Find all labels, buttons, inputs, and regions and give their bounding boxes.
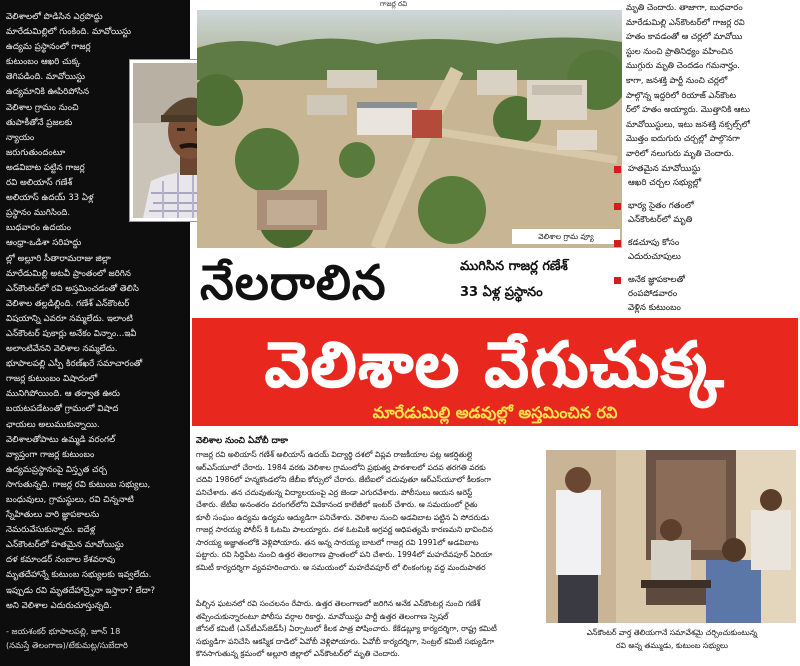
headline-subtitle: మారేడుమిల్లి అడవుల్లో అస్తమించిన రవి <box>372 403 618 422</box>
headline-title: వెలిశాల వేగుచుక్క <box>264 328 726 401</box>
article-body: గాజర్ల రవి అలియాస్ గణేశ్ అలియాస్ ఉదయ్ విద్యార్థి దశలో విప్లవ రాజకీయాల పట్ల ఆకర్షితుల్లై ఆర్‌ఎస్‌యూలో చేరారు. 1984 వరకు వెలిశాల గ్రామంలోని ప్రభుత్వ పాఠశాలలో పదవ తరగతి వరకు చదివి 1986లో హన్మకొండలోని జేబీఐ కోర్సులో చేరారు. జేటీఐలో చదువుతూ ఆర్‌ఎస్‌యూలో కీలకంగా పనిచేశారు. తన చదువుతున్న విద్యాలయంపై ఎర్ర జెండా ఎగురవేశారు. పోలీసులు ఆయన అరెస్ట్ చేశారు. జేటీఐ అనంతరం వరంగల్‌లోని వివేకానంద కాలేజీలో ఇంటర్ చేశారు. ఆ సమయంలో రైతు కూలీ సంఘం ఉద్యమ ఉద్యమ ఆద్యుడిగా పనిచేశారు. వెలిశాల నుంచి అడవిబాట పట్టిన ఏ సోదరుడు గాజర్ల సారయ్య పోలీస్ కి ఓటమి పాలయ్యారు. దళ ఓటమికి అగ్రవర్ణ ఆధిపత్యమే కారణమని భావించిన సారయ్య అజ్ఞాతంలోకి వెళ్లిపోయారు. తన అన్న సారయ్య బాటలో గాజర్ల రవి 1991లో అడవిబాట పట్టారు. రవి సిద్దిపేట నుంచి ఉత్తర తెలంగాణ ప్రాంతంలో పని చేశారు. 1994లో మహదేవపూర్ ఏరియా కమిటీ కార్యదర్శిగా వ్యవహరించారు. ఆ సమయంలో మహదేవపూర్ లో లింకంగుల్ల వద్ద మందుపాతర <box>196 450 493 572</box>
headline-side-note: ముగిసిన గాజర్ల గణేశ్ 33 ఏళ్ల ప్రస్థానం <box>460 259 568 300</box>
highlight-item: అనేక జ్ఞాపకాలతో రంపపోడవారం వెళ్లిన కుటుంబం <box>614 273 798 315</box>
family-photo <box>546 450 796 623</box>
headline-kicker: నేలరాలిన <box>200 255 387 311</box>
article-body-continued: పేల్చిన ఘటనలో రవి సంచలనం రేపారు. ఉత్తర తెలంగాణలో జరిగిన అనేక ఎన్‌కౌంటర్ల నుంచి గణేశ్ తప్పించుకున్నారంటూ పోలీసు వర్గాల రికార్డు. మావోయిస్టు పార్టీ ఉత్తర తెలంగాణ స్పెషల్ జోనల్ కమిటీ (ఎన్‌టీఎస్‌జెడ్‌సీ) ఏర్పాటులో కీలక పాత్ర పోషించారు. కేకేడబ్ల్యూ కార్యదర్శిగా, రాష్ట్ర కమిటీ సభ్యుడిగా పనిచేసి ఆకస్మిక దాడిలో ఏవోబీ వెళ్లిపోయారు. ఏవోబీ కార్యదర్శిగా, సెంట్రల్ కమిటీ సభ్యుడిగా కొనసాగుతున్న క్రమంలో అల్లూరి జిల్లాలో ఎన్‌కౌంటర్‌లో మృతి చెందారు. <box>196 599 497 658</box>
highlights-list <box>614 162 798 324</box>
highlight-item: కడచూపు కోసం ఎదురుచూపులు <box>614 236 798 264</box>
top-photo-caption: గాజర్ల రవి <box>380 0 408 8</box>
article-dateline: వెలిశాల నుంచి ఏవోబీ దాకా <box>196 436 288 446</box>
family-photo-caption: ఎన్‌కౌంటర్ వార్త తెలియగానే సమావేశమై చర్చించుకుంటున్న రవి అన్న తమ్ముడు, కుటుంబ సభ్యులు <box>586 628 758 650</box>
highlight-item: హతమైన మావోయిస్టు ఆఖరి చర్చల సభ్యుల్లో <box>614 162 798 190</box>
village-photo-caption: వెలిశాల గ్రామ వ్యూ <box>512 229 620 244</box>
right-column-text: మృతి చెందారు. తాజాగా, బుధవారం మారేడుమిల్లి ఎన్‌కౌంటర్‌లో గాజర్ల రవి హతం కావడంతో ఆ చర్లలో మావోయి స్టుల నుంచి ప్రాతినిధ్యం వహించిన ముగ్గురు మృతి చెందడం గమనార్హం. కాగా, జనశక్తి పార్టీ నుంచి చర్లలో పాల్గొన్న ఇద్దరిలో రియాజ్ ఎన్‌కౌంట ర్‌లో హతం అయ్యారు. మొత్తానికి ఆటు మావోయిస్టులు, ఇటు జనశక్తి నక్సల్స్‌లో మొత్తం ఐదుగురు చర్చల్లో పాల్గొనగా వారిలో నలుగురు మృతి చెందారు. <box>626 2 750 158</box>
highlight-item: భార్య సైతం గతంలో ఎన్‌కౌంటర్‌లో మృతి <box>614 199 798 227</box>
left-column-signature: - జయశంకర్ భూపాలపల్లి, జూన్ 18 (నమస్తే తెలంగాణ)/టేకుమట్ల/సుబేదారి <box>6 626 128 650</box>
left-column-text: వెలిశాలలో పొడిసిన ఎర్రపొద్దు మారేడుమిల్లిలో గుంకింది. మావోయిస్టు ఉద్యమ ప్రస్థానంలో గాజర్ల కుటుంబం ఆఖరి చుక్క తెగిపడింది. మావోయిస్టు ఉద్యమానికి ఊపిరిపోసిన వెలిశాల గ్రామం నుంచి తుపాకీతోనే ప్రజలకు న్యాయం జరుగుతుందంటూ అడవిబాట పట్టిన గాజర్ల రవి అలియాస్ గణేశ్ అలియాస్ ఉదయ్ 33 ఏళ్ల ప్రస్థానం ముగిసింది. బుధవారం ఉదయం ఆంధ్రా-ఒడిశా సరిహద్దు ల్లో అల్లూరి సీతారామరాజు జిల్లా మారేడుమిల్లి అటవీ ప్రాంతంలో జరిగిన ఎన్‌కౌంటర్‌లో రవి అస్తమించడంతో తెలిసి వెలిశాల తల్లడిల్లింది. గణేశ్ ఎన్‌కౌంటర్ విషయాన్ని ఎవరూ నమ్మలేదు. ఇలాంటి ఎన్‌కౌంటర్ పుకార్లు అనేకం విన్నాం...ఇవీ అలాంటివేనని వెలిశాల నమ్మలేదు. భూపాలపల్లి ఎస్పీ కిరణ్‌ఖరే సమాచారంతో గాజర్ల కుటుంబం విషాదంలో మునిగిపోయింది. ఆ తర్వాత ఊరు బయటపడేటంతో గ్రామంలో విషాద ఛాయలు అలుముకున్నాయి. వెలిశాలతోపాటు ఉమ్మడి వరంగల్ వ్యాప్తంగా గాజర్ల కుటుంబం ఉద్యమప్రస్థానంపై విస్తృత చర్చ సాగుతున్నది. గాజర్ల రవి కుటుంబ సభ్యులు, బంధువులు, గ్రామస్థులు, రవి చిన్ననాటి స్నేహితులు వారి జ్ఞాపకాలను నెమరువేసుకున్నారు. ఐదేళ్ల ఎన్‌కౌంటర్‌లో హతమైన మావోయిస్టు దళ కమాండర్ నంబాల కేశవరావు మృతదేహాన్నే కుటుంబ సభ్యులకు ఇవ్వలేదు. ఇప్పుడు రవి మృతదేహాన్నైనా ఇస్తారా? లేదా? అని వెలిశాల ఎదురుచూస్తున్నది. <box>6 12 156 611</box>
village-aerial-photo <box>197 10 622 248</box>
